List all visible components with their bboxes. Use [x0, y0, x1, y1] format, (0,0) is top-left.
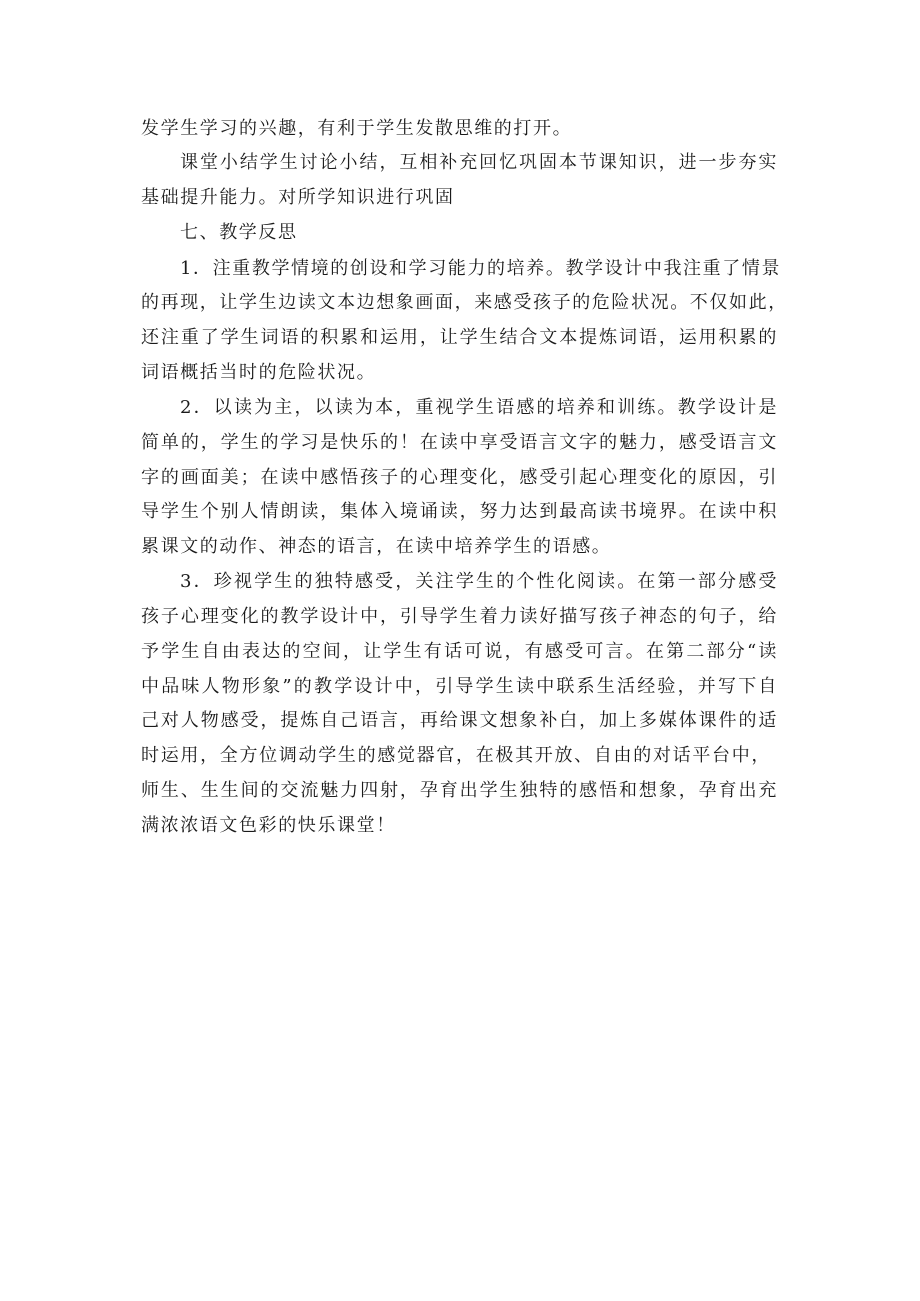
text-line: 予学生自由表达的空间，让学生有话可说，有感受可言。在第二部分“读	[141, 641, 778, 662]
text-line: 师生、生生间的交流魅力四射，孕育出学生独特的感悟和想象，孕育出充	[141, 780, 778, 801]
text-line: 1．注重教学情境的创设和学习能力的培养。教学设计中我注重了情景	[180, 258, 782, 279]
text-line: 基础提升能力。对所学知识进行巩固	[141, 187, 455, 208]
text-line: 累课文的动作、神态的语言，在读中培养学生的语感。	[141, 536, 612, 557]
text-line: 中品味人物形象”的教学设计中，引导学生读中联系生活经验，并写下自	[141, 676, 778, 697]
text-line: 3．珍视学生的独特感受，关注学生的个性化阅读。在第一部分感受	[180, 571, 778, 592]
text-line: 词语概括当时的危险状况。	[141, 362, 377, 383]
text-line: 满浓浓语文色彩的快乐课堂！	[141, 815, 396, 836]
text-line: 时运用，全方位调动学生的感觉器官，在极其开放、自由的对话平台中，	[141, 745, 771, 766]
text-line: 的再现，让学生边读文本边想象画面，来感受孩子的危险状况。不仅如此，	[141, 292, 788, 313]
text-line: 还注重了学生词语的积累和运用，让学生结合文本提炼词语，运用积累的	[141, 327, 778, 348]
text-line: 导学生个别人情朗读，集体入境诵读，努力达到最高读书境界。在读中积	[141, 501, 778, 522]
text-line: 简单的，学生的学习是快乐的！在读中享受语言文字的魅力，感受语言文	[141, 432, 778, 453]
section-heading: 七、教学反思	[180, 222, 298, 243]
text-line: 课堂小结学生讨论小结，互相补充回忆巩固本节课知识，进一步夯实	[180, 152, 778, 173]
text-line: 2．以读为主，以读为本，重视学生语感的培养和训练。教学设计是	[180, 397, 778, 418]
text-line: 孩子心理变化的教学设计中，引导学生着力读好描写孩子神态的句子，给	[141, 606, 778, 627]
text-line: 发学生学习的兴趣，有利于学生发散思维的打开。	[141, 118, 573, 139]
text-line: 己对人物感受，提炼自己语言，再给课文想象补白，加上多媒体课件的适	[141, 710, 778, 731]
text-line: 字的画面美；在读中感悟孩子的心理变化，感受引起心理变化的原因，引	[141, 467, 778, 488]
